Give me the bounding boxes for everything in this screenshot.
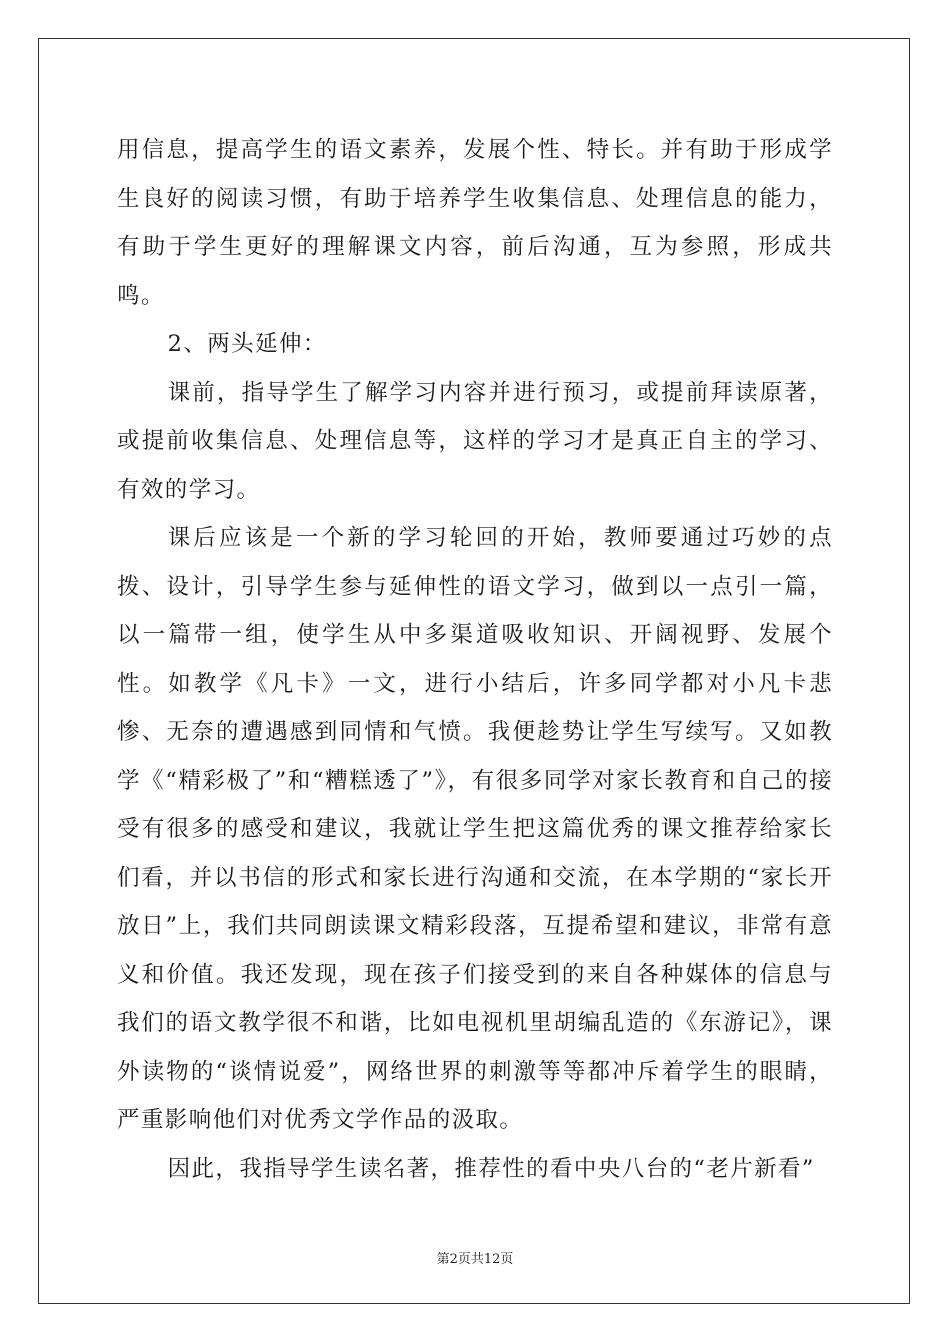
page-number: 第2页 [436,1252,471,1267]
page-footer [0,1248,950,1267]
paragraph-4: 课后应该是一个新的学习轮回的开始，教师要通过巧妙的点拨、设计，引导学生参与延伸性的语文学习，做到以一点引一篇，以一篇带一组，使学生从中多渠道吸收知识、开阔视野、发展个性。如教学《凡卡》一文，进行小结后，许多同学都对小凡卡悲惨、无奈的遭遇感到同情和气愤。我便趁势让学生写续写。又如教学《“精彩极了”和“糟糕透了”》，有很多同学对家长教育和自己的接受有很多的感受和建议，我就让学生把这篇优秀的课文推荐给家长们看，并以书信的形式和家长进行沟通和交流，在本学期的“家长开放日”上，我们共同朗读课文精彩段落，互提希望和建议，非常有意义和价值。我还发现，现在孩子们接受到的来自各种媒体的信息与我们的语文教学很不和谐，比如电视机里胡编乱造的《东游记》，课外读物的“谈情说爱”，网络世界的刺激等等都冲斥着学生的眼睛，严重影响他们对优秀文学作品的汲取。 [117,525,833,1133]
paragraph-3: 课前，指导学生了解学习内容并进行预习，或提前拜读原著，或提前收集信息、处理信息等，这样的学习才是真正自主的学习、有效的学习。 [117,379,833,503]
paragraph-1: 用信息，提高学生的语文素养，发展个性、特长。并有助于形成学生良好的阅读习惯，有助于培养学生收集信息、处理信息的能力，有助于学生更好的理解课文内容，前后沟通，互为参照，形成共鸣。 [117,137,833,309]
document-body [117,126,833,1193]
page-total: 共12页 [470,1252,514,1267]
paragraph-5: 因此，我指导学生读名著，推荐性的看中央八台的“老片新看” [167,1155,815,1182]
paragraph-2-heading: 2、两头延伸： [167,331,327,357]
